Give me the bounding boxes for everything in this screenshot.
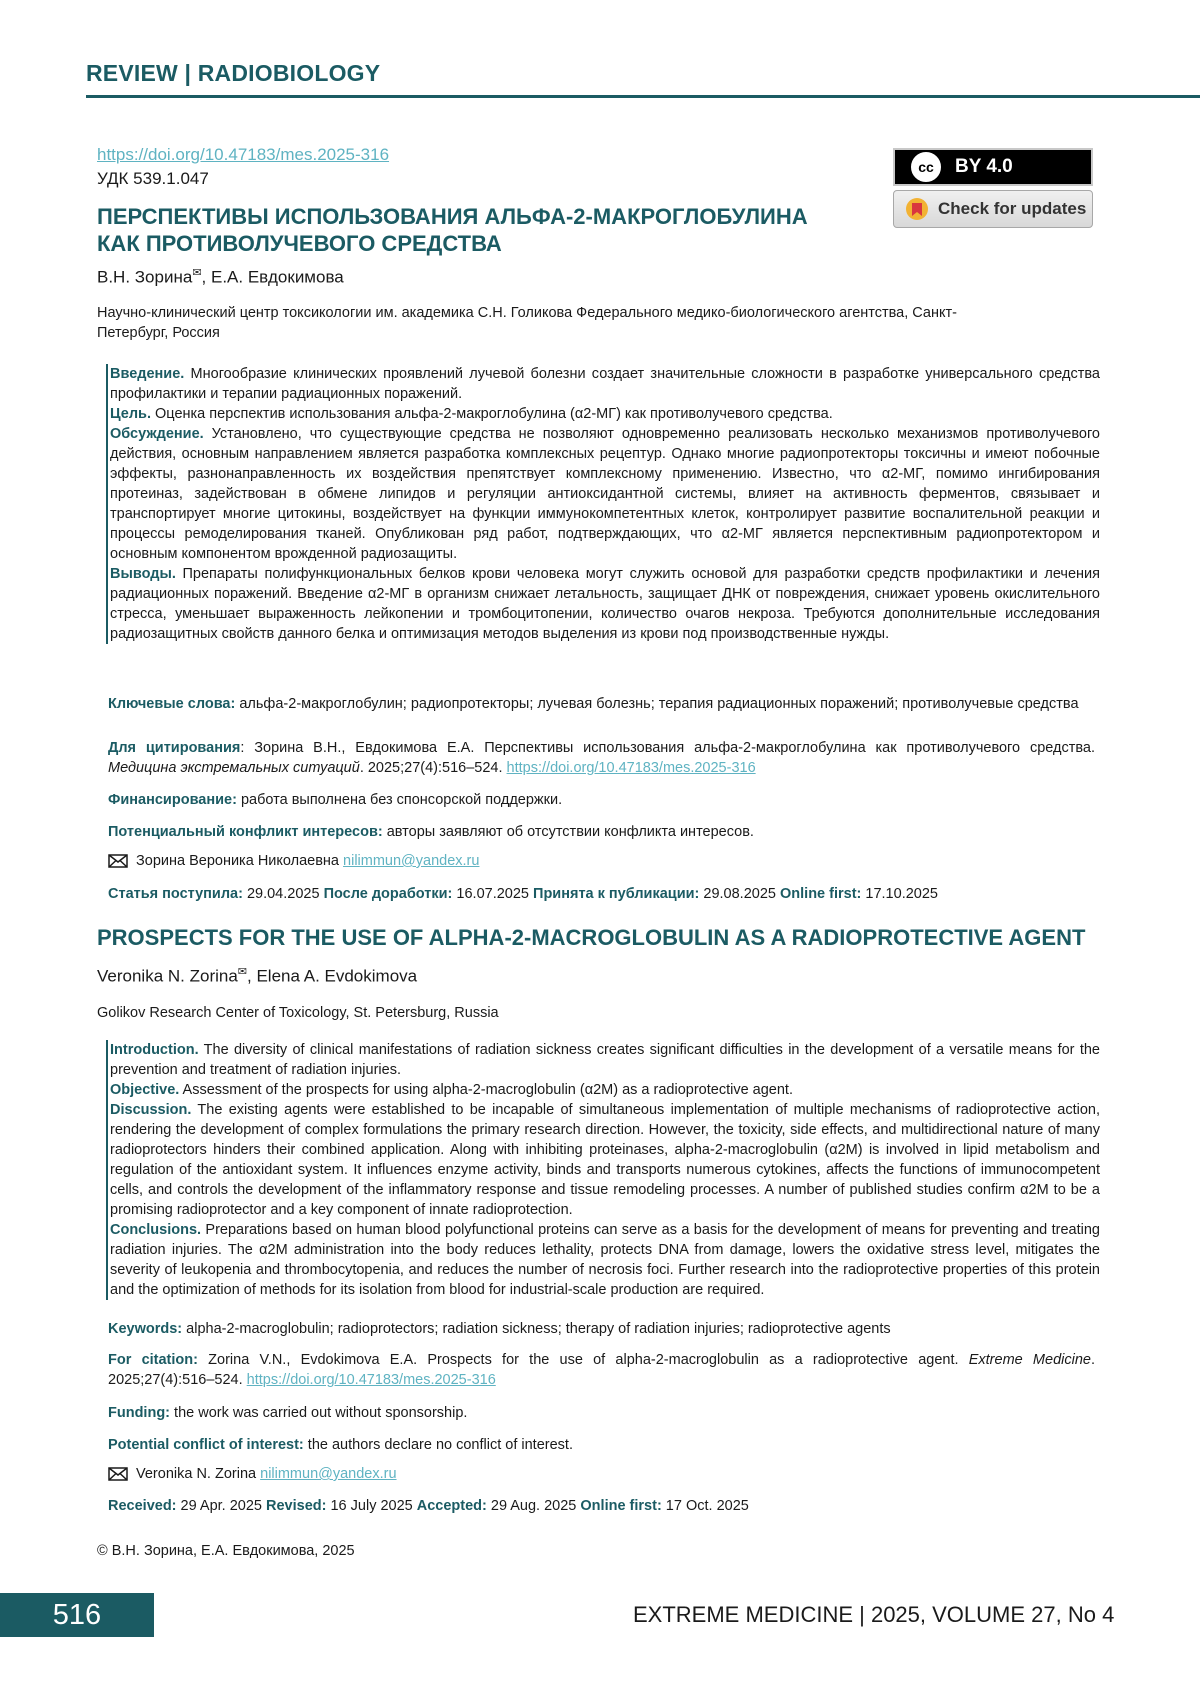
page-number: 516 — [0, 1593, 154, 1637]
ru-title-line2: КАК ПРОТИВОЛУЧЕВОГО СРЕДСТВА — [97, 231, 502, 256]
en-abstract-discussion: Discussion. The existing agents were established to be incapable of simultaneous implementation of multiple mechanisms of radioprotective action, rendering the development of complex formulations the primary research direction. However, the toxicity, side effects, and multidirectional nature of many radioprotectors hinders their combined application. Along with inhibiting proteinases, alpha-2-macroglobulin (α2M) is involved in lipid metabolism and regulation of the antioxidant system. It influences enzyme activity, binds and transports numerous cytokines, affects the functions of immunocompetent cells, and controls the development of the inflammatory response and tissue remodeling processes. A number of published studies confirm α2M to be a promising radioprotector and a key component of innate radioprotection. — [110, 1102, 1100, 1218]
header-rule — [86, 95, 1200, 98]
ru-abstract-conclusions: Выводы. Препараты полифункциональных белков крови человека могут служить основой для разработки средств профилактики и лечения радиационных поражений. Введение α2-МГ в организм снижает летальность, защищает ДНК от повреждения, снижает уровень окислительного стресса, уменьшает выраженность лейкопении и тромбоцитопении, количество очагов некроза. Требуются дополнительные исследования радиозащитных свойств данного белка и оптимизация методов выделения из крови под производственные нужды. — [110, 566, 1100, 642]
en-contact: Veronika N. Zorina nilimmun@yandex.ru — [108, 1464, 1095, 1484]
ru-email-link[interactable]: nilimmun@yandex.ru — [343, 853, 480, 869]
ru-abstract-intro: Введение. Многообразие клинических проявлений лучевой болезни создает значительные сложности в разработке универсального средства профилактики и терапии радиационных поражений. — [110, 366, 1100, 402]
license-label: BY 4.0 — [955, 156, 1013, 177]
en-abstract-objective: Objective. Assessment of the prospects for using alpha-2-macroglobulin (α2M) as a radioprotective agent. — [110, 1082, 793, 1098]
copyright: © В.Н. Зорина, Е.А. Евдокимова, 2025 — [97, 1543, 355, 1559]
cc-license-badge[interactable] — [893, 148, 1093, 186]
ru-citation: Для цитирования: Зорина В.Н., Евдокимова Е.А. Перспективы использования альфа-2-макроглобулина как противолучевого средства. Медицина экстремальных ситуаций. 2025;27(4):516–524. https://doi.org/10.47183/mes.2025-316 — [108, 740, 1096, 776]
envelope-icon — [108, 854, 128, 868]
ru-conflict: Потенциальный конфликт интересов: авторы заявляют об отсутствии конфликта интересов. — [108, 824, 754, 840]
ru-keywords: Ключевые слова: альфа-2-макроглобулин; радиопротекторы; лучевая болезнь; терапия радиационных поражений; противолучевые средства — [108, 696, 1079, 712]
ru-author-2: , Е.А. Евдокимова — [201, 267, 344, 287]
ru-affiliation: Научно-клинический центр токсикологии им. академика С.Н. Голикова Федерального медико-биологического агентства, Санкт-Петербург, Россия — [97, 305, 957, 341]
envelope-icon: ✉ — [192, 267, 202, 279]
en-title: PROSPECTS FOR THE USE OF ALPHA-2-MACROGLOBULIN AS A RADIOPROTECTIVE AGENT — [97, 925, 1086, 950]
en-citation-doi-link[interactable]: https://doi.org/10.47183/mes.2025-316 — [246, 1372, 496, 1388]
ru-abstract-discussion: Обсуждение. Установлено, что существующие средства не позволяют одновременно реализовать несколько механизмов противолучевого действия, основным направлением является разработка комплексных рецептур. Однако многие радиопротекторы токсичны и имеют побочные эффекты, разнонаправленность их воздействия препятствует комплексному применению. Известно, что α2-МГ, помимо ингибирования протеиназ, задействован в обмене липидов и регуляции антиоксидантной системы, влияет на активность ферментов, связывает и транспортирует многие цитокины, воздействует на функции иммунокомпетентных клеток, контролирует развитие воспалительной реакции и процессы ремоделирования тканей. Опубликован ряд работ, подтверждающих, что α2-МГ является перспективным радиопротектором и основным компонентом врожденной радиозащиты. — [110, 426, 1100, 562]
ru-authors — [97, 266, 344, 288]
ru-abstract — [106, 364, 1100, 644]
ru-contact: Зорина Вероника Николаевна nilimmun@yandex.ru — [108, 851, 1095, 871]
cc-icon: cc — [909, 150, 943, 184]
en-abstract-intro: Introduction. The diversity of clinical manifestations of radiation sickness creates significant difficulties in the development of a versatile means for the prevention and treatment of radiation injuries. — [110, 1042, 1100, 1078]
en-affiliation: Golikov Research Center of Toxicology, St. Petersburg, Russia — [97, 1005, 499, 1021]
en-email-link[interactable]: nilimmun@yandex.ru — [260, 1466, 397, 1482]
en-dates: Received: 29 Apr. 2025 Revised: 16 July 2025 Accepted: 29 Aug. 2025 Online first: 17 Oct. 2025 — [108, 1498, 749, 1514]
ru-dates: Статья поступила: 29.04.2025 После доработки: 16.07.2025 Принята к публикации: 29.08.2025 Online first: 17.10.2025 — [108, 886, 938, 902]
journal-footer: EXTREME MEDICINE | 2025, VOLUME 27, No 4 — [633, 1602, 1115, 1627]
en-author-1: Veronika N. Zorina — [97, 966, 238, 986]
en-funding: Funding: the work was carried out without sponsorship. — [108, 1405, 468, 1421]
section-header: REVIEW | RADIOBIOLOGY — [86, 60, 381, 86]
udk-code: УДК 539.1.047 — [97, 169, 209, 188]
en-abstract — [106, 1040, 1100, 1300]
en-conflict: Potential conflict of interest: the authors declare no conflict of interest. — [108, 1437, 573, 1453]
ru-abstract-aim: Цель. Оценка перспектив использования альфа-2-макроглобулина (α2-МГ) как противолучевого средства. — [110, 406, 833, 422]
en-keywords: Keywords: alpha-2-macroglobulin; radioprotectors; radiation sickness; therapy of radiation injuries; radioprotective agents — [108, 1321, 891, 1337]
ru-title-line1: ПЕРСПЕКТИВЫ ИСПОЛЬЗОВАНИЯ АЛЬФА-2-МАКРОГЛОБУЛИНА — [97, 204, 808, 229]
ru-author-1: В.Н. Зорина — [97, 267, 193, 287]
en-abstract-conclusions: Conclusions. Preparations based on human blood polyfunctional proteins can serve as a basis for the development of means for preventing and treating radiation injuries. The α2M administration into the body reduces lethality, protects DNA from damage, lowers the oxidative stress level, mitigates the severity of leukopenia and thrombocytopenia, and reduces the number of necrosis foci. Further research into the radioprotective properties of this protein and the optimization of methods for its isolation from blood for industrial-scale production are required. — [110, 1222, 1100, 1298]
doi-link[interactable]: https://doi.org/10.47183/mes.2025-316 — [97, 145, 390, 164]
ru-citation-doi-link[interactable]: https://doi.org/10.47183/mes.2025-316 — [506, 760, 756, 776]
check-updates-label: Check for updates — [938, 199, 1087, 218]
ru-funding: Финансирование: работа выполнена без спонсорской поддержки. — [108, 792, 563, 808]
bookmark-icon — [906, 198, 928, 220]
en-author-2: , Elena A. Evdokimova — [247, 966, 418, 986]
ru-title — [97, 203, 857, 257]
check-updates-button[interactable] — [893, 190, 1093, 228]
en-citation: For citation: Zorina V.N., Evdokimova E.A. Prospects for the use of alpha-2-macroglobulin as a radioprotective agent. Extreme Medicine. 2025;27(4):516–524. https://doi.org/10.47183/mes.2025-316 — [108, 1352, 1095, 1388]
en-authors — [97, 965, 417, 987]
envelope-icon — [108, 1467, 128, 1481]
envelope-icon: ✉ — [237, 966, 248, 978]
